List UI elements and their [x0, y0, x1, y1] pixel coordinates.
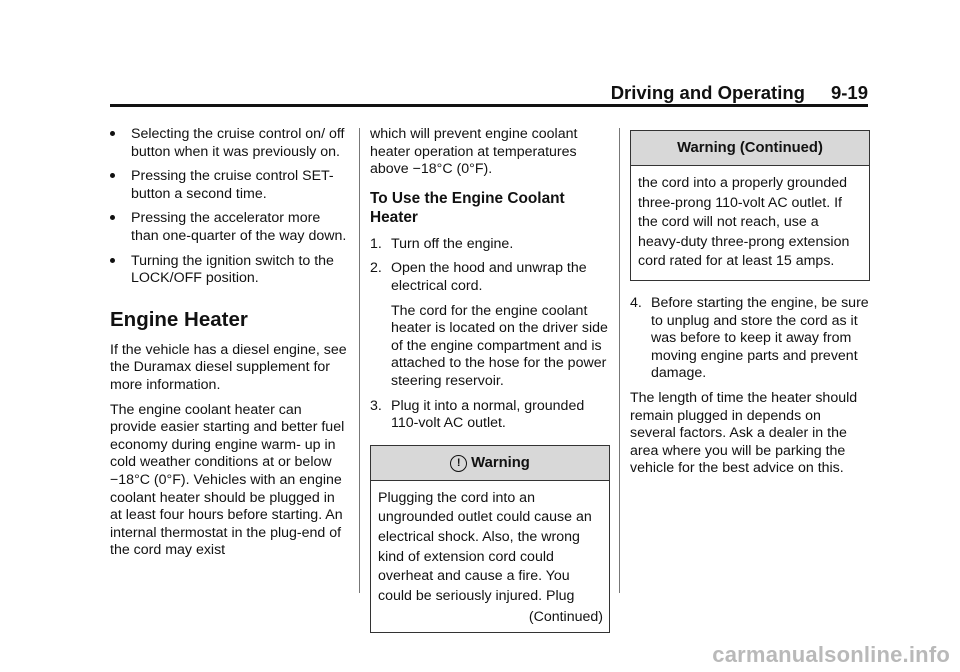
- step-item: 2. Open the hood and unwrap the electrical cord. The cord for the engine coolant heater is located on the driver side of the engine compartment and is attached to the hose for the power steering reservoir.: [370, 260, 610, 390]
- step-item: 4. Before starting the engine, be sure to unplug and store the cord as it was before to keep it away from moving engine parts and prevent damage.: [630, 294, 869, 382]
- warning-box: [370, 445, 610, 633]
- warning-header: ! Warning: [371, 446, 609, 481]
- step-item: 3. Plug it into a normal, grounded 110-volt AC outlet.: [370, 397, 585, 432]
- warning-body: the cord into a properly grounded three-prong 110-volt AC outlet. If the cord will not reach, use a heavy-duty three-prong extension cord rated for at least 15 amps.: [638, 175, 850, 270]
- warning-icon: !: [450, 455, 467, 472]
- bullet-icon: [110, 258, 115, 263]
- bullet-item: Pressing the cruise control SET- button a second time.: [110, 168, 350, 203]
- section-heading: Engine Heater: [110, 307, 248, 331]
- column-1: [110, 126, 350, 567]
- bullet-icon: [110, 173, 115, 178]
- paragraph: The engine coolant heater can provide easier starting and better fuel economy during engine warm- up in cold weather conditions at or below −18°C (0°F). Vehicles with an engine coolant heater should be plugged in at least four hours before starting. An internal thermostat in the plug-end of the cord may exist: [110, 401, 345, 559]
- bullet-icon: [110, 215, 115, 220]
- paragraph: The length of time the heater should remain plugged in depends on several factors. Ask a dealer in the area where you will be parking the vehicle for the best advice on this.: [630, 389, 858, 477]
- continued-label: (Continued): [528, 609, 603, 626]
- bullet-item: Selecting the cruise control on/ off button when it was previously on.: [110, 126, 350, 161]
- warning-header: Warning (Continued): [631, 131, 869, 166]
- bullet-item: Turning the ignition switch to the LOCK/OFF position.: [110, 253, 350, 288]
- subsection-heading: To Use the Engine Coolant Heater: [370, 189, 565, 226]
- step-item: 1. Turn off the engine.: [370, 235, 514, 252]
- warning-continued-box: [630, 130, 870, 281]
- column-divider-1: [359, 128, 360, 593]
- watermark: carmanualsonline.info: [712, 642, 950, 667]
- section-title: Driving and Operating: [610, 82, 805, 103]
- bullet-item: Pressing the accelerator more than one-quarter of the way down.: [110, 210, 350, 245]
- page-number: 9-19: [830, 82, 868, 103]
- step-note: The cord for the engine coolant heater is located on the driver side of the engine compartment and is attached to the hose for the power steering reservoir.: [391, 302, 608, 389]
- page-header: [110, 82, 868, 104]
- column-2: [370, 126, 610, 643]
- warning-body: Plugging the cord into an ungrounded outlet could cause an electrical shock. Also, the wrong kind of extension cord could overheat and cause a fire. You could be seriously injured. Plug (Continued): [371, 481, 609, 632]
- column-divider-2: [619, 128, 620, 593]
- paragraph: which will prevent engine coolant heater operation at temperatures above −18°C (0°F).: [370, 126, 578, 178]
- paragraph: If the vehicle has a diesel engine, see the Duramax diesel supplement for more information.: [110, 341, 347, 393]
- column-3: [630, 126, 870, 485]
- bullet-icon: [110, 131, 115, 136]
- header-rule: [110, 104, 868, 107]
